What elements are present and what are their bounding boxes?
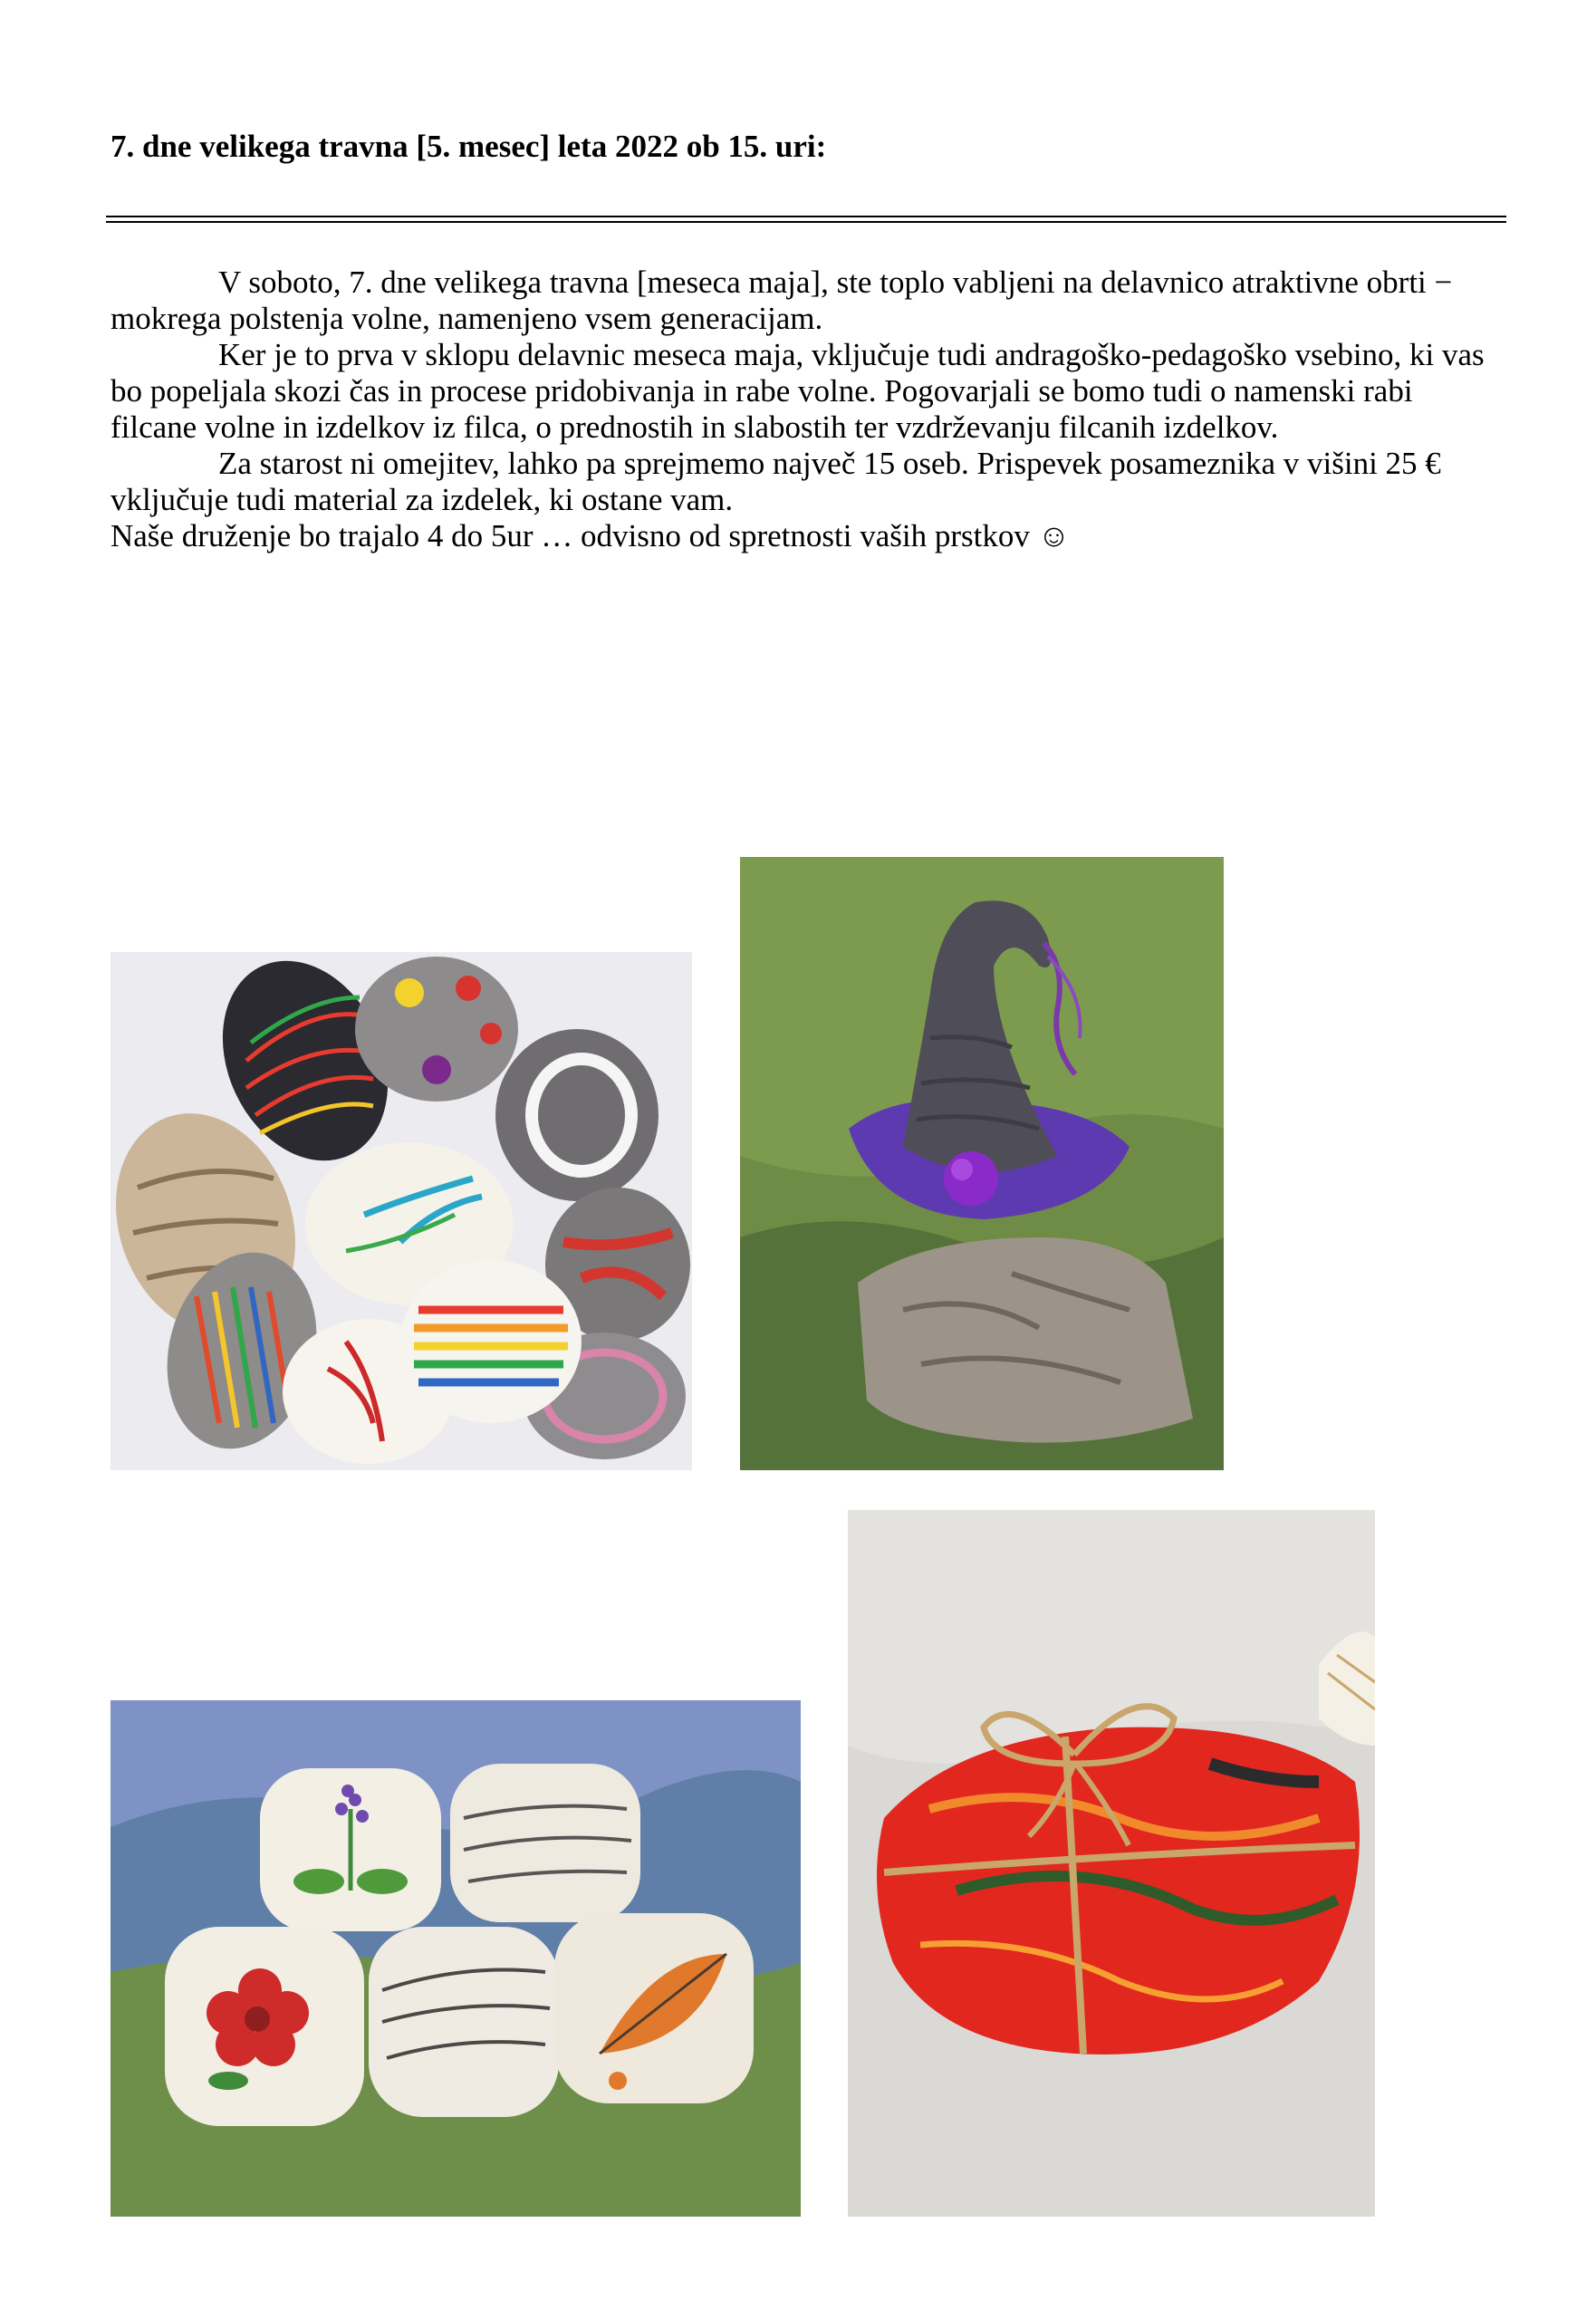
felted-stone-white-rainbow bbox=[400, 1260, 582, 1423]
divider-line-bottom bbox=[106, 221, 1506, 223]
felted-soap-lavender bbox=[260, 1768, 441, 1931]
felted-soap-stripes-middle bbox=[369, 1927, 559, 2117]
photo-felted-red-soap bbox=[848, 1510, 1375, 2217]
felted-stone-grey-dots bbox=[355, 957, 518, 1102]
divider-line-top bbox=[106, 216, 1506, 217]
felted-soap-stripes-top bbox=[450, 1764, 640, 1922]
page-heading: 7. dne velikega travna [5. mesec] leta 2022 ob 15. uri: bbox=[111, 129, 827, 164]
paragraph-participants: Za starost ni omejitev, lahko pa sprejmemo največ 15 oseb. Prispevek posameznika v višini 25 € vključuje tudi material za izdelek, ki ostane vam. bbox=[111, 446, 1441, 517]
photo-felted-soaps bbox=[111, 1700, 801, 2217]
paragraph-invitation: V soboto, 7. dne velikega travna [meseca maja], ste toplo vabljeni na delavnico atraktivne obrti − mokrega polstenja volne, namenjeno vsem generacijam. bbox=[111, 265, 1453, 336]
paragraph-duration: Naše druženje bo trajalo 4 do 5ur … odvisno od spretnosti vaših prstkov ☺ bbox=[111, 518, 1071, 553]
tree-stump bbox=[858, 1237, 1193, 1443]
felted-soap-red-flower bbox=[165, 1927, 364, 2126]
felted-stone-white-ring bbox=[495, 1029, 659, 1201]
invitation-text bbox=[111, 265, 1487, 554]
photo-felted-stones bbox=[111, 952, 692, 1470]
photo-felted-witch-hat bbox=[740, 857, 1224, 1470]
felted-soap-orange-leaf bbox=[554, 1913, 754, 2103]
red-felted-soap bbox=[877, 1727, 1360, 2054]
paragraph-content: Ker je to prva v sklopu delavnic meseca maja, vključuje tudi andragoško-pedagoško vsebino, ki vas bo popeljala skozi čas in procese pridobivanja in rabe volne. Pogovarjali se bomo tudi o namenski rabi filcane volne in izdelkov iz filca, o prednostih in slabostih ter vzdrževanju filcanih izdelkov. bbox=[111, 337, 1485, 445]
